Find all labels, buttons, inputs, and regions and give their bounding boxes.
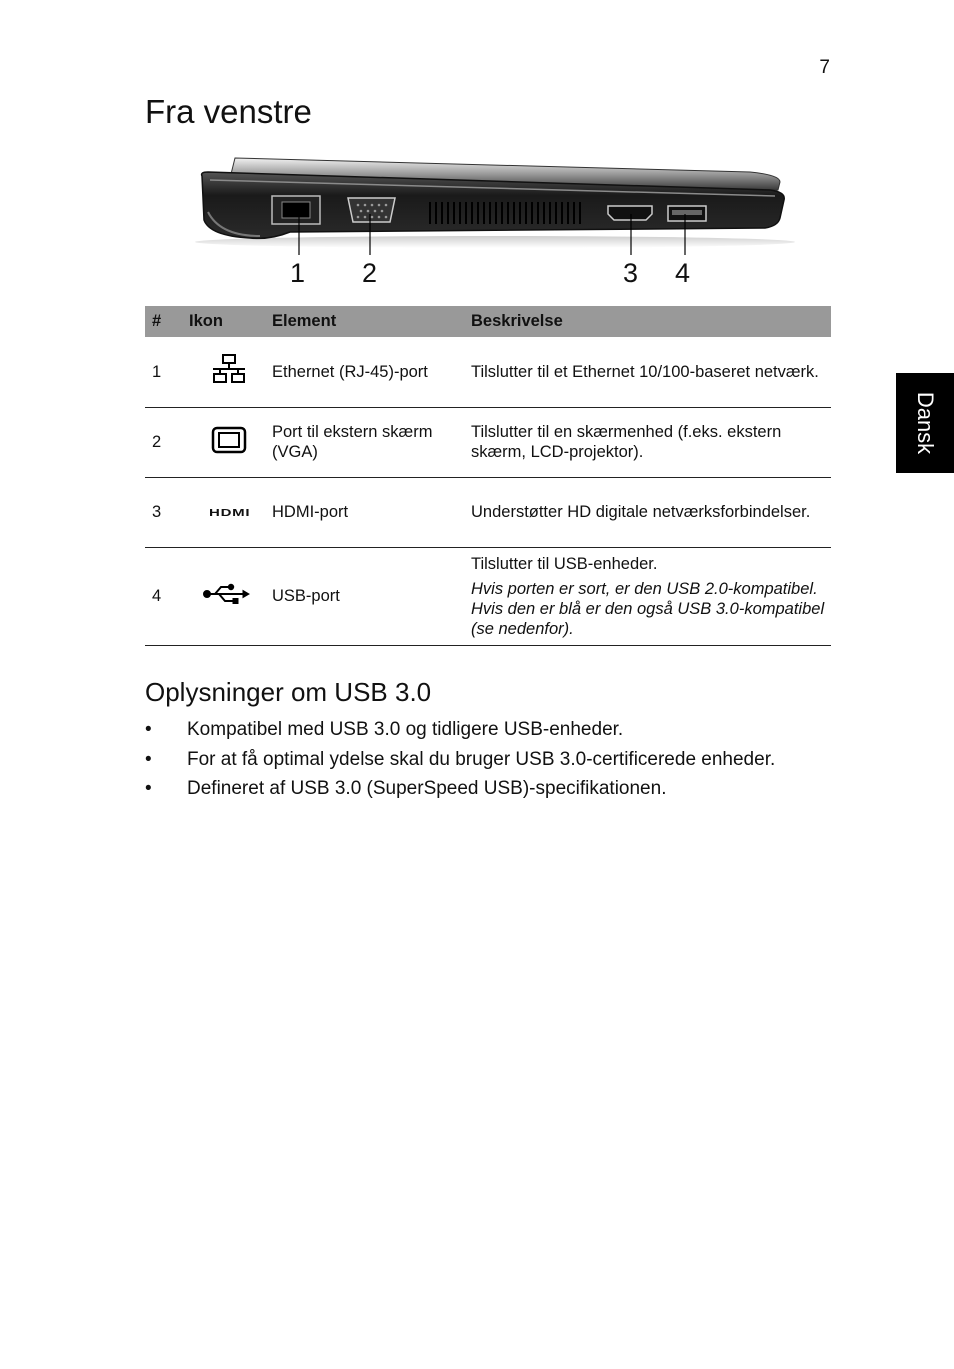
section-heading: Oplysninger om USB 3.0 (145, 677, 432, 707)
laptop-left-side-illustration (190, 150, 800, 300)
callout-1: 1 (290, 258, 306, 288)
row-element: Ethernet (RJ-45)-port (272, 337, 471, 407)
row-num: 2 (145, 407, 189, 477)
usb-icon (203, 582, 251, 606)
callout-3: 3 (623, 258, 639, 288)
row-note: Hvis porten er sort, er den USB 2.0-kompatibel. Hvis den er blå er den også USB 3.0-kompatibel (se nedenfor). (471, 579, 825, 638)
header-icon: Ikon (189, 306, 272, 337)
callout-4: 4 (675, 258, 691, 288)
vga-monitor-icon (211, 426, 247, 454)
table-row (145, 337, 831, 407)
row-element: Port til ekstern skærm (VGA) (272, 407, 471, 477)
table-row (145, 477, 831, 547)
list-item: • Kompatibel med USB 3.0 og tidligere USB-enheder. (145, 715, 775, 745)
table-header-row (145, 306, 831, 337)
row-description: Tilslutter til USB-enheder. (471, 554, 658, 573)
ethernet-network-icon (211, 354, 247, 384)
row-description: Tilslutter til en skærmenhed (f.eks. ekstern skærm, LCD-projektor). (471, 407, 831, 477)
header-element: Element (272, 306, 471, 337)
ports-table (145, 306, 831, 646)
list-item: • Defineret af USB 3.0 (SuperSpeed USB)-specifikationen. (145, 774, 775, 804)
row-element: HDMI-port (272, 503, 349, 521)
page-title: Fra venstre (145, 93, 312, 130)
row-num: 3 (152, 503, 162, 521)
row-element: USB-port (272, 547, 471, 645)
language-tab (896, 373, 954, 473)
page-number: 7 (819, 57, 830, 78)
header-description: Beskrivelse (471, 306, 831, 337)
row-description: Understøtter HD digitale netværksforbindelser. (471, 503, 811, 521)
row-num: 4 (145, 547, 189, 645)
row-description: Tilslutter til et Ethernet 10/100-baseret netværk. (471, 337, 831, 407)
table-row (145, 407, 831, 477)
bullet-list (145, 715, 775, 804)
table-row (145, 547, 831, 645)
row-num: 1 (145, 337, 189, 407)
header-num: # (145, 306, 189, 337)
language-tab-label: Dansk (913, 391, 938, 455)
callout-2: 2 (362, 258, 378, 288)
list-item: • For at få optimal ydelse skal du bruger USB 3.0-certificerede enheder. (145, 745, 775, 775)
hdmi-icon: HDMI (209, 507, 251, 519)
